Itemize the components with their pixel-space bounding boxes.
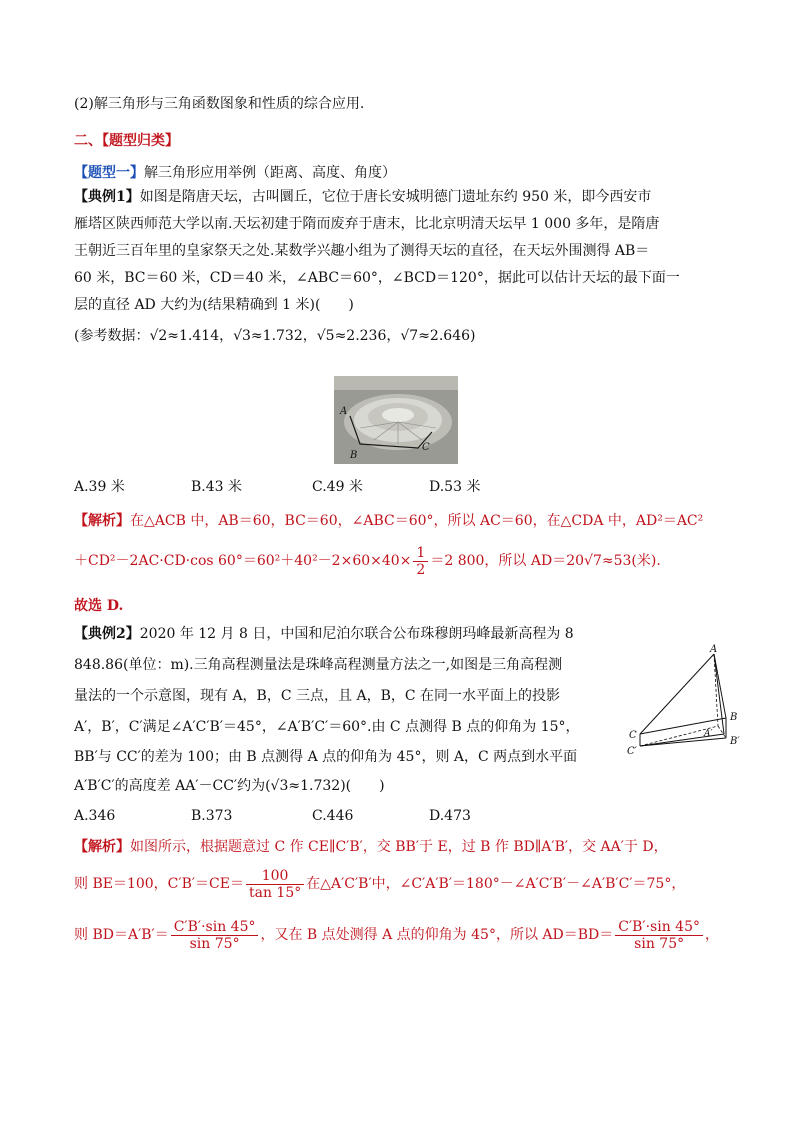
example1-line3: 王朝近三百年里的皇家祭天之处.某数学兴趣小组为了测得天坛的直径，在天坛外围测得 AB＝: [74, 243, 650, 259]
frac2-denominator: sin 75°: [189, 935, 240, 952]
example1-option-c: C.49 米: [312, 479, 363, 495]
example1-options: [74, 477, 480, 497]
elevation-diagram: [626, 644, 746, 764]
fig-label-a-prime: A′: [704, 729, 713, 739]
example1-line2: 雁塔区陕西师范大学以南.天坛初建于隋而废弃于唐末，比北京明清天坛早 1 000 多年，是隋唐: [74, 216, 660, 232]
fig-label-b-prime: B′: [730, 736, 740, 747]
photo-label-c: C: [422, 442, 430, 453]
fig-label-a: A: [710, 644, 718, 655]
example2-line3: 量法的一个示意图，现有 A，B，C 三点，且 A，B，C 在同一水平面上的投影: [74, 688, 561, 704]
fig-label-c-prime: C′: [627, 746, 637, 757]
example2-analysis-line3: [74, 915, 719, 955]
fraction-numerator: 1: [413, 545, 428, 562]
example2-analysis-text2a: 则 BE＝100，C′B′＝CE＝: [74, 876, 244, 892]
example1-analysis-label: 【解析】: [74, 513, 130, 529]
type1-heading: [74, 163, 396, 183]
section-intro: (2)解三角形与三角函数图象和性质的综合应用.: [74, 96, 365, 112]
example1-answer: 故选 D.: [74, 598, 124, 614]
fig-label-b: B: [730, 712, 738, 723]
example2-analysis-text1: 如图所示，根据题意过 C 作 CE∥C′B′，交 BB′于 E，过 B 作 BD∥A′B′，交 AA′于 D，: [130, 839, 668, 855]
example2-analysis-text2b: 在△A′C′B′中，∠C′A′B′＝180°－∠A′C′B′－∠A′B′C′＝75°，: [306, 876, 686, 892]
example1-analysis-fraction: [413, 545, 428, 578]
frac3-denominator: sin 75°: [634, 935, 685, 952]
photo-label-a: A: [340, 406, 348, 417]
example1-line1: [74, 187, 651, 207]
example2-analysis-text3b: ，又在 B 点处测得 A 点的仰角为 45°，所以 AD＝BD＝: [260, 927, 614, 943]
example2-options: [74, 806, 471, 826]
example2-line5: BB′与 CC′的差为 100；由 B 点测得 A 点的仰角为 45°，则 A，C 两点到水平面: [74, 749, 578, 765]
example2-analysis-label: 【解析】: [74, 839, 130, 855]
tiantan-photo: [334, 376, 458, 464]
example2-line6: A′B′C′的高度差 AA′－CC′约为(√3≈1.732)( ): [74, 778, 385, 794]
example1-option-d: D.53 米: [429, 479, 481, 495]
section-heading: 二、【题型归类】: [74, 133, 179, 149]
example2-analysis-line2: [74, 864, 685, 904]
example1-line5: 层的直径 AD 大约为(结果精确到 1 米)( ): [74, 297, 354, 313]
example1-analysis-line1: [74, 511, 703, 531]
fraction-denominator: 2: [416, 561, 426, 578]
example2-frac2: [171, 919, 259, 952]
example2-line1: [74, 624, 574, 644]
example1-text1: 如图是隋唐天坛，古叫圜丘，它位于唐长安城明德门遗址东约 950 米，即今西安市: [139, 189, 652, 205]
example2-line2: 848.86(单位：m).三角高程测量法是珠峰高程测量方法之一,如图是三角高程测: [74, 657, 563, 673]
example1-analysis-line2: [74, 543, 661, 579]
frac3-numerator: C′B′·sin 45°: [615, 919, 703, 936]
frac1-numerator: 100: [246, 868, 304, 885]
example2-option-a: A.346: [74, 808, 116, 824]
example1-analysis-text1: 在△ACB 中，AB＝60，BC＝60，∠ABC＝60°，所以 AC＝60，在△CDA 中，AD²＝AC²: [130, 513, 704, 529]
type1-title: 解三角形应用举例（距离、高度、角度）: [144, 165, 396, 181]
example1-line4: 60 米，BC＝60 米，CD＝40 米，∠ABC＝60°，∠BCD＝120°，据此可以估计天坛的最下面一: [74, 270, 680, 286]
example1-ref: (参考数据：√2≈1.414，√3≈1.732，√5≈2.236，√7≈2.646): [74, 328, 476, 344]
example1-option-a: A.39 米: [74, 479, 125, 495]
example2-option-b: B.373: [191, 808, 233, 824]
example2-analysis-line1: [74, 837, 668, 857]
example2-line4: A′，B′，C′满足∠A′C′B′＝45°，∠A′B′C′＝60°.由 C 点测得 B 点的仰角为 15°，: [74, 719, 580, 735]
example2-frac1: [246, 868, 304, 901]
example2-analysis-text3c: ，: [705, 927, 720, 943]
type1-label: 【题型一】: [74, 165, 144, 181]
photo-label-b: B: [350, 450, 358, 461]
example1-analysis-text2b: ＝2 800，所以 AD＝20√7≈53(米).: [430, 553, 661, 569]
frac1-denominator: tan 15°: [248, 884, 302, 901]
example2-option-c: C.446: [312, 808, 354, 824]
example1-analysis-text2a: ＋CD²－2AC·CD·cos 60°＝60²＋40²－2×60×40×: [74, 553, 412, 569]
fig-label-c: C: [629, 730, 637, 741]
example2-label: 【典例2】: [74, 626, 140, 642]
example2-analysis-text3a: 则 BD＝A′B′＝: [74, 927, 169, 943]
example2-frac3: [615, 919, 703, 952]
example2-option-d: D.473: [429, 808, 471, 824]
frac2-numerator: C′B′·sin 45°: [171, 919, 259, 936]
example2-text1: 2020 年 12 月 8 日，中国和尼泊尔联合公布珠穆朗玛峰最新高程为 8: [139, 626, 574, 642]
example1-option-b: B.43 米: [191, 479, 243, 495]
example1-label: 【典例1】: [74, 189, 140, 205]
